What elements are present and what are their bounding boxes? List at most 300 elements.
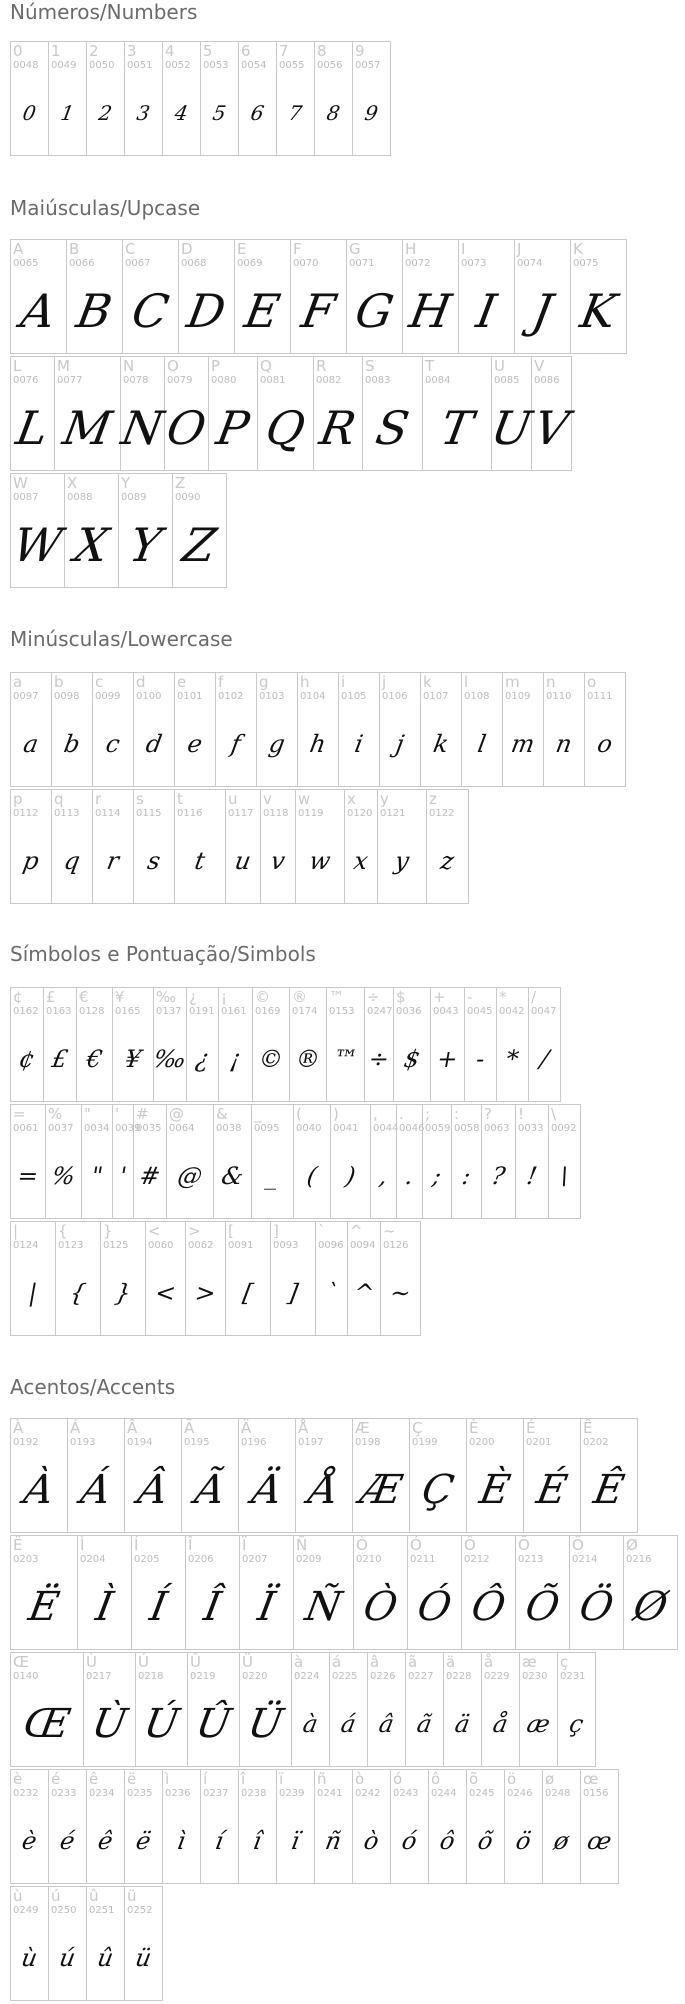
glyph-sample: é [57, 1826, 78, 1855]
character-label: 9 [355, 42, 365, 60]
character-code: 0241 [317, 1788, 343, 1799]
character-label: À [13, 1419, 24, 1437]
glyph-cell [381, 1222, 421, 1336]
glyph-sample: V [530, 400, 573, 455]
glyph-cell [378, 790, 427, 904]
character-label: Ø [626, 1536, 638, 1554]
glyph-cell [314, 357, 363, 471]
glyph-sample: > [192, 1278, 219, 1307]
glyph-cell [423, 357, 492, 471]
glyph-cell [11, 1222, 56, 1336]
character-label: t [177, 790, 183, 808]
glyph-cell [125, 1887, 163, 2001]
character-label: ÷ [367, 988, 380, 1006]
character-label: | [13, 1222, 19, 1240]
glyph-sample: b [61, 729, 83, 758]
character-code: 0105 [341, 691, 367, 702]
character-code: 0039 [115, 1123, 141, 1134]
glyph-cell [408, 1536, 462, 1650]
character-code: 0101 [177, 691, 203, 702]
character-code: 0051 [127, 60, 153, 71]
glyph-sample: n [553, 729, 575, 758]
character-label: ü [127, 1887, 137, 1905]
glyph-cell [11, 474, 65, 588]
glyph-sample: à [300, 1709, 321, 1738]
character-label: \ [551, 1105, 557, 1123]
character-code: 0120 [347, 808, 373, 819]
glyph-sample: ® [293, 1044, 323, 1073]
character-code: 0068 [181, 258, 207, 269]
glyph-cell [11, 240, 67, 354]
glyph-cell [119, 474, 173, 588]
glyph-sample: j [393, 729, 407, 758]
character-label: z [429, 790, 437, 808]
glyph-sample: v [268, 846, 288, 875]
glyph-sample: ¢ [16, 1044, 38, 1073]
character-label: b [54, 673, 64, 691]
glyph-sample: % [49, 1161, 78, 1190]
character-code: 0217 [86, 1671, 112, 1682]
character-code: 0100 [136, 691, 162, 702]
character-label: É [526, 1419, 536, 1437]
character-label: w [298, 790, 311, 808]
character-code: 0206 [188, 1554, 214, 1565]
glyph-sample: ' [117, 1161, 129, 1190]
glyph-sample: € [84, 1044, 105, 1073]
glyph-cell [549, 1105, 581, 1219]
glyph-sample: è [19, 1826, 40, 1855]
glyph-row [10, 1418, 638, 1533]
character-code: 0234 [89, 1788, 115, 1799]
character-code: 0111 [587, 691, 613, 702]
character-code: 0037 [48, 1123, 74, 1134]
character-code: 0067 [125, 258, 151, 269]
character-code: 0239 [279, 1788, 305, 1799]
glyph-cell [134, 790, 175, 904]
character-code: 0198 [355, 1437, 381, 1448]
glyph-sample: Ï [254, 1583, 279, 1630]
glyph-cell [347, 240, 403, 354]
character-code: 0128 [79, 1006, 105, 1017]
character-code: 0235 [127, 1788, 153, 1799]
character-code: 0196 [241, 1437, 267, 1448]
character-code: 0194 [127, 1437, 153, 1448]
glyph-sample: & [219, 1161, 246, 1190]
glyph-cell [410, 1419, 467, 1533]
character-code: 0162 [13, 1006, 39, 1017]
glyph-sample: R [315, 400, 361, 455]
glyph-cell [52, 673, 93, 787]
glyph-sample: : [459, 1161, 474, 1190]
character-code: 0165 [115, 1006, 141, 1017]
character-code: 0092 [551, 1123, 577, 1134]
glyph-sample: ` [323, 1278, 340, 1307]
glyph-sample: ë [133, 1826, 154, 1855]
character-label: p [13, 790, 23, 808]
character-code: 0200 [469, 1437, 495, 1448]
glyph-cell [117, 357, 168, 471]
character-label: ò [355, 1770, 365, 1788]
character-code: 0248 [545, 1788, 571, 1799]
glyph-cell [65, 474, 119, 588]
glyph-cell [11, 1419, 68, 1533]
character-code: 0117 [228, 808, 254, 819]
glyph-sample: ú [57, 1943, 78, 1972]
character-code: 0098 [54, 691, 80, 702]
character-label: Ü [242, 1653, 253, 1671]
glyph-row [10, 356, 572, 471]
glyph-sample: ? [489, 1161, 508, 1190]
glyph-cell [11, 357, 55, 471]
glyph-cell [403, 240, 459, 354]
glyph-cell [515, 240, 571, 354]
glyph-sample: H [405, 283, 456, 338]
glyph-cell [11, 673, 52, 787]
glyph-sample: Ë [25, 1583, 63, 1630]
character-label: Î [188, 1536, 193, 1554]
character-code: 0246 [507, 1788, 533, 1799]
character-label: å [484, 1653, 494, 1671]
glyph-cell [11, 1653, 84, 1767]
character-label: U [494, 357, 505, 375]
character-code: 0121 [380, 808, 406, 819]
character-label: k [423, 673, 432, 691]
glyph-cell [11, 790, 52, 904]
character-label: " [84, 1105, 91, 1123]
character-code: 0035 [136, 1123, 162, 1134]
character-code: 0243 [393, 1788, 419, 1799]
glyph-cell [354, 1536, 408, 1650]
glyph-sample: ó [399, 1826, 420, 1855]
character-code: 0060 [148, 1240, 174, 1251]
glyph-sample: ñ [323, 1826, 344, 1855]
character-label: ? [484, 1105, 492, 1123]
glyph-sample: $ [401, 1044, 423, 1073]
glyph-row [10, 1535, 678, 1650]
character-code: 0071 [349, 258, 375, 269]
glyph-sample: ï [289, 1826, 302, 1855]
character-label: û [89, 1887, 99, 1905]
character-label: õ [469, 1770, 479, 1788]
glyph-cell [93, 673, 134, 787]
character-label: 8 [317, 42, 327, 60]
glyph-sample: I [472, 283, 501, 338]
glyph-sample: 3 [135, 100, 152, 125]
glyph-row [10, 1769, 619, 1884]
section-title: Símbolos e Pontuação/Simbols [10, 942, 316, 966]
character-code: 0216 [626, 1554, 652, 1565]
character-label: 7 [279, 42, 289, 60]
character-label: ë [127, 1770, 137, 1788]
glyph-sample: g [266, 729, 288, 758]
character-code: 0110 [546, 691, 572, 702]
character-code: 0078 [123, 375, 149, 386]
glyph-row [10, 239, 627, 354]
character-code: 0211 [410, 1554, 436, 1565]
character-code: 0212 [464, 1554, 490, 1565]
character-code: 0053 [203, 60, 229, 71]
character-code: 0249 [13, 1905, 39, 1916]
character-label: Ë [13, 1536, 23, 1554]
character-label: 1 [51, 42, 61, 60]
character-label: Â [127, 1419, 138, 1437]
character-code: 0057 [355, 60, 381, 71]
glyph-sample: " [89, 1161, 105, 1190]
glyph-sample: Æ [356, 1466, 406, 1513]
glyph-row [10, 672, 626, 787]
glyph-sample: . [403, 1161, 416, 1190]
glyph-sample: [ [240, 1278, 256, 1307]
character-code: 0086 [534, 375, 560, 386]
character-label: e [177, 673, 187, 691]
glyph-sample: 9 [363, 100, 380, 125]
character-label: œ [583, 1770, 599, 1788]
glyph-sample: D [183, 283, 230, 338]
character-label: ` [318, 1222, 326, 1240]
character-code: 0201 [526, 1437, 552, 1448]
character-code: 0112 [13, 808, 39, 819]
character-label: è [13, 1770, 23, 1788]
character-label: i [341, 673, 346, 691]
character-code: 0097 [13, 691, 39, 702]
glyph-sample: Ñ [301, 1583, 346, 1630]
character-label: © [255, 988, 270, 1006]
character-label: C [125, 240, 136, 258]
character-code: 0124 [13, 1240, 39, 1251]
glyph-sample: í [213, 1826, 226, 1855]
character-code: 0202 [583, 1437, 609, 1448]
glyph-sample: A [17, 283, 60, 338]
character-code: 0047 [531, 1006, 557, 1017]
character-code: 0106 [382, 691, 408, 702]
character-label: ™ [329, 988, 344, 1006]
glyph-sample: á [338, 1709, 359, 1738]
character-code: 0109 [505, 691, 531, 702]
character-code: 0247 [367, 1006, 393, 1017]
glyph-cell [123, 240, 179, 354]
glyph-sample: m [509, 729, 537, 758]
section-title: Acentos/Accents [10, 1375, 176, 1399]
character-label: é [51, 1770, 61, 1788]
glyph-sample: É [533, 1466, 571, 1513]
character-label: Ç [412, 1419, 423, 1437]
glyph-cell [467, 1419, 524, 1533]
character-label: & [216, 1105, 228, 1123]
glyph-row [10, 987, 561, 1102]
character-code: 0205 [134, 1554, 160, 1565]
character-label: x [347, 790, 356, 808]
character-label: F [293, 240, 302, 258]
glyph-sample: X [70, 517, 113, 572]
glyph-cell [298, 673, 339, 787]
character-code: 0045 [467, 1006, 493, 1017]
glyph-cell [239, 1419, 296, 1533]
glyph-cell [113, 988, 154, 1102]
character-label: È [469, 1419, 479, 1437]
character-code: 0204 [80, 1554, 106, 1565]
character-label: ® [292, 988, 307, 1006]
character-label: @ [169, 1105, 184, 1123]
character-code: 0119 [298, 808, 324, 819]
glyph-sample: û [95, 1943, 116, 1972]
character-label: N [123, 357, 135, 375]
character-label: á [332, 1653, 342, 1671]
glyph-sample: S [371, 400, 414, 455]
glyph-sample: z [438, 846, 457, 875]
glyph-sample: Ö [576, 1583, 617, 1630]
character-label: J [517, 240, 522, 258]
character-code: 0233 [51, 1788, 77, 1799]
character-code: 0224 [294, 1671, 320, 1682]
character-label: 3 [127, 42, 137, 60]
character-label: A [13, 240, 24, 258]
glyph-sample: ä [452, 1709, 473, 1738]
glyph-sample: P [212, 400, 254, 455]
character-code: 0250 [51, 1905, 77, 1916]
glyph-sample: ] [285, 1278, 301, 1307]
glyph-sample: J [528, 283, 557, 338]
glyph-cell [487, 357, 536, 471]
character-code: 0230 [522, 1671, 548, 1682]
glyph-cell [532, 357, 572, 471]
character-code: 0094 [350, 1240, 376, 1251]
character-code: 0034 [84, 1123, 110, 1134]
character-code: 0050 [89, 60, 115, 71]
glyph-sample: = [15, 1161, 41, 1190]
glyph-sample: ù [19, 1943, 40, 1972]
glyph-sample: ã [414, 1709, 435, 1738]
glyph-sample: 7 [287, 100, 304, 125]
character-label: y [380, 790, 389, 808]
glyph-cell [421, 673, 462, 787]
character-label: E [237, 240, 247, 258]
glyph-sample: s [145, 846, 163, 875]
character-code: 0115 [136, 808, 162, 819]
glyph-cell [175, 673, 216, 787]
character-label: ñ [317, 1770, 327, 1788]
glyph-sample: ! [524, 1161, 540, 1190]
character-code: 0046 [399, 1123, 425, 1134]
character-label: Ï [242, 1536, 247, 1554]
glyph-sample: r [104, 846, 122, 875]
glyph-sample: t [192, 846, 208, 875]
character-label: ! [518, 1105, 525, 1123]
glyph-cell [581, 1770, 619, 1884]
glyph-cell [226, 1222, 271, 1336]
glyph-sample: 4 [173, 100, 190, 125]
glyph-sample: ò [361, 1826, 382, 1855]
character-code: 0048 [13, 60, 39, 71]
character-code: 0113 [54, 808, 80, 819]
glyph-sample: K [576, 283, 621, 338]
glyph-sample: w [307, 846, 333, 875]
glyph-sample: U [487, 400, 536, 455]
character-label: { [58, 1222, 68, 1240]
character-code: 0102 [218, 691, 244, 702]
glyph-cell [175, 790, 226, 904]
glyph-sample: O [162, 400, 211, 455]
character-label: æ [522, 1653, 537, 1671]
character-label: u [228, 790, 238, 808]
character-label: # [136, 1105, 149, 1123]
glyph-sample: ‰ [151, 1044, 189, 1073]
character-label: v [263, 790, 272, 808]
character-label: Ó [410, 1536, 422, 1554]
character-code: 0066 [69, 258, 95, 269]
glyph-cell [529, 988, 561, 1102]
glyph-sample: \ [557, 1161, 572, 1190]
character-code: 0040 [296, 1123, 322, 1134]
glyph-sample: Ì [92, 1583, 117, 1630]
character-label: ¢ [13, 988, 23, 1006]
character-code: 0052 [165, 60, 191, 71]
glyph-cell [235, 240, 291, 354]
glyph-sample: ) [343, 1161, 358, 1190]
glyph-cell [146, 1222, 186, 1336]
character-label: K [573, 240, 583, 258]
glyph-cell [294, 1536, 354, 1650]
character-code: 0061 [13, 1123, 39, 1134]
glyph-sample: Z [178, 517, 221, 572]
character-code: 0114 [95, 808, 121, 819]
character-label: n [546, 673, 556, 691]
character-label: c [95, 673, 104, 691]
glyph-cell [132, 1536, 186, 1650]
character-label: > [188, 1222, 201, 1240]
glyph-sample: ø [551, 1826, 572, 1855]
glyph-sample: d [143, 729, 165, 758]
character-label: l [464, 673, 469, 691]
glyph-sample: F [297, 283, 340, 338]
character-code: 0074 [517, 258, 543, 269]
glyph-sample: À [20, 1466, 58, 1513]
glyph-row [10, 473, 227, 588]
glyph-sample: Ó [414, 1583, 455, 1630]
glyph-cell [524, 1419, 581, 1533]
character-label: / [531, 988, 537, 1006]
character-code: 0244 [431, 1788, 457, 1799]
glyph-sample: Â [134, 1466, 172, 1513]
character-label: P [211, 357, 221, 375]
glyph-sample: _ [264, 1161, 281, 1190]
character-label: M [57, 357, 70, 375]
character-code: 0083 [365, 375, 391, 386]
character-code: 0087 [13, 492, 39, 503]
character-code: 0191 [189, 1006, 215, 1017]
glyph-sample: ì [175, 1826, 188, 1855]
character-code: 0076 [13, 375, 39, 386]
character-code: 0059 [425, 1123, 451, 1134]
character-code: 0056 [317, 60, 343, 71]
character-code: 0251 [89, 1905, 115, 1916]
character-code: 0108 [464, 691, 490, 702]
character-code: 0214 [572, 1554, 598, 1565]
character-label: Ò [356, 1536, 368, 1554]
glyph-cell [52, 790, 93, 904]
character-label: ~ [383, 1222, 396, 1240]
glyph-sample: Ò [360, 1583, 401, 1630]
character-code: 0069 [237, 258, 263, 269]
character-label: H [405, 240, 417, 258]
glyph-sample: o [595, 729, 615, 758]
glyph-cell [427, 790, 469, 904]
glyph-sample: @ [175, 1161, 205, 1190]
glyph-sample: ü [133, 1943, 154, 1972]
glyph-sample: # [137, 1161, 163, 1190]
glyph-sample: â [376, 1709, 397, 1738]
character-label: S [365, 357, 375, 375]
character-label: s [136, 790, 144, 808]
